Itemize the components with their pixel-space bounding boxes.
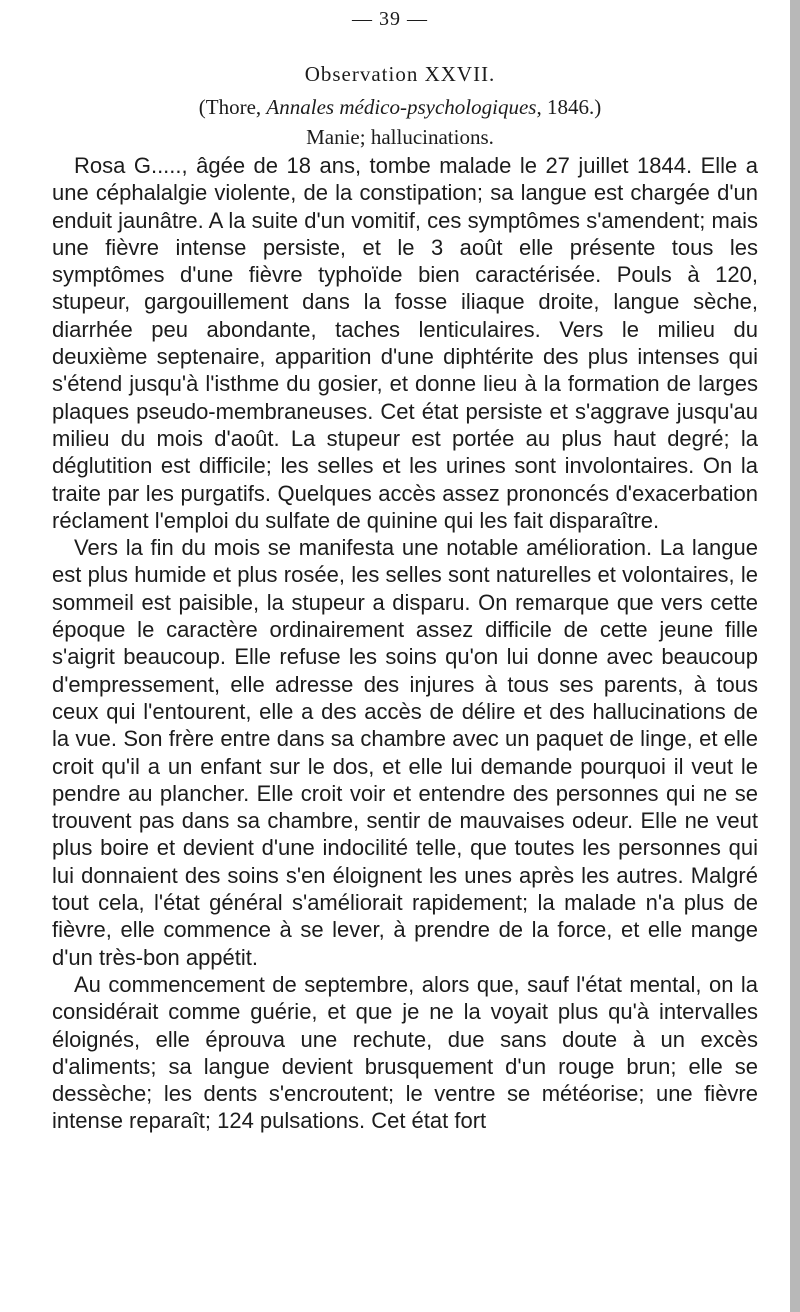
page-edge-shadow: [790, 0, 800, 1312]
paragraph-3: Au commencement de septembre, alors que, sauf l'état mental, on la considérait comme guérie, et que je ne la voyait plus qu'à intervalles éloignés, elle éprouva une rechute, due sans doute à un excès d'aliments; sa langue devient brusquement d'un rouge brun; elle se dessèche; les dents s'encroutent; le ventre se météorise; une fièvre intense reparaît; 124 pulsations. Cet état fort: [52, 971, 758, 1134]
source-journal: Annales médico-psychologiques: [266, 95, 537, 119]
observation-title: Observation XXVII.: [304, 62, 496, 86]
source-open: (Thore,: [198, 95, 267, 119]
page-number: — 39 —: [352, 8, 428, 30]
case-body: [52, 152, 758, 1135]
case-subject: Manie; hallucinations.: [306, 125, 494, 149]
source-close: , 1846.): [536, 95, 602, 119]
source-citation: [0, 95, 800, 120]
paragraph-2: Vers la fin du mois se manifesta une notable amélioration. La langue est plus humide et plus rosée, les selles sont naturelles et volontaires, le sommeil est paisible, la stupeur a disparu. On remarque que vers cette époque le caractère ordinairement assez difficile de cette jeune fille s'aigrit beaucoup. Elle refuse les soins qu'on lui donne avec beaucoup d'empressement, elle adresse des injures à tous ses parents, à tous ceux qui l'entourent, elle a des accès de délire et des hallucinations de la vue. Son frère entre dans sa chambre avec un paquet de linge, et elle croit qu'il a un enfant sur le dos, et elle lui demande pourquoi il veut le pendre au plancher. Elle croit voir et entendre des personnes qui ne se trouvent pas dans sa chambre, sentir de mauvaises odeur. Elle ne veut plus boire et devient d'une indocilité telle, que toutes les personnes qui lui donnaient des soins s'en éloignent les unes après les autres. Malgré tout cela, l'état général s'améliorait rapidement; la malade n'a plus de fièvre, elle commence à se lever, à prendre de la force, et elle mange d'un très-bon appétit.: [52, 535, 758, 970]
paragraph-1: Rosa G....., âgée de 18 ans, tombe malade le 27 juillet 1844. Elle a une céphalalgie violente, de la constipation; sa langue est chargée d'un enduit jaunâtre. A la suite d'un vomitif, ces symptômes s'amendent; mais une fièvre intense persiste, et le 3 août elle présente tous les symptômes d'une fièvre typhoïde bien caractérisée. Pouls à 120, stupeur, gargouillement dans la fosse iliaque droite, langue sèche, diarrhée peu abondante, taches lenticulaires. Vers le milieu du deuxième septenaire, apparition d'une diphtérite des plus intenses qui s'étend jusqu'à l'isthme du gosier, et donne lieu à la formation de larges plaques pseudo-membraneuses. Cet état persiste et s'aggrave jusqu'au milieu du mois d'août. La stupeur est portée au plus haut degré; la déglutition est difficile; les selles et les urines sont involontaires. On la traite par les purgatifs. Quelques accès assez prononcés d'exacerbation réclament l'emploi du sulfate de quinine qui les fait disparaître.: [52, 153, 758, 533]
